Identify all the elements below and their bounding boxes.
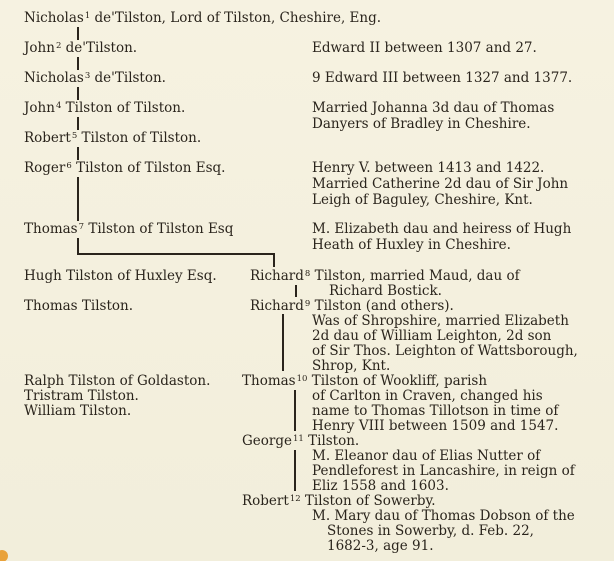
branch-line [77, 253, 273, 255]
gen-4: John$^4$ Tilston of Tilston. [24, 100, 186, 116]
corner-mark-icon [0, 550, 8, 561]
gen-10: Thomas$^{10}$ Tilston of Wookliff, parish [242, 373, 488, 389]
gen-12-note-2: Stones in Sowerby, d. Feb. 22, [327, 523, 534, 539]
connector-line [77, 177, 79, 221]
gen-12-note-3: 1682-3, age 91. [327, 538, 434, 554]
gen-11-note-2: Pendleforest in Lancashire, in reign of [312, 463, 575, 479]
gen-2-note: Edward II between 1307 and 27. [312, 40, 537, 56]
gen-6-note-1: Henry V. between 1413 and 1422. [312, 160, 545, 176]
gen-10-note-2: name to Thomas Tillotson in time of [312, 403, 559, 419]
child-tristram: Tristram Tilston. [24, 388, 139, 404]
connector-line [77, 238, 79, 254]
gen-7: Thomas$^7$ Tilston of Tilston Esq [24, 221, 234, 237]
gen-8: Richard$^8$ Tilston, married Maud, dau of [250, 268, 520, 284]
gen-9-note-3: of Sir Thos. Leighton of Wattsborough, [312, 343, 578, 359]
connector-line [295, 285, 297, 297]
connector-line [282, 314, 284, 371]
gen-9-note-4: Shrop, Knt. [312, 358, 391, 374]
child-thomas: Thomas Tilston. [24, 298, 134, 314]
gen-12-note-1: M. Mary dau of Thomas Dobson of the [312, 508, 575, 524]
connector-line [294, 390, 296, 431]
gen-11: George$^{11}$ Tilston. [242, 433, 360, 449]
gen-9: Richard$^9$ Tilston (and others). [250, 298, 454, 314]
gen-7-note-2: Heath of Huxley in Cheshire. [312, 237, 511, 253]
gen-4-note-1: Married Johanna 3d dau of Thomas [312, 100, 555, 116]
child-hugh: Hugh Tilston of Huxley Esq. [24, 268, 217, 284]
gen-10-note-3: Henry VIII between 1509 and 1547. [312, 418, 559, 434]
gen-12: Robert$^{12}$ Tilston of Sowerby. [242, 493, 436, 509]
connector-line [77, 117, 79, 130]
connector-line [77, 147, 79, 160]
gen-6-note-3: Leigh of Baguley, Cheshire, Knt. [312, 192, 533, 208]
gen-1: Nicholas$^1$ de'Tilston, Lord of Tilston, Cheshire, Eng. [24, 10, 382, 26]
gen-10-note-1: of Carlton in Craven, changed his [312, 388, 543, 404]
gen-3: Nicholas$^3$ de'Tilston. [24, 70, 166, 86]
connector-line [77, 27, 79, 40]
child-ralph: Ralph Tilston of Goldaston. [24, 373, 211, 389]
connector-line [77, 57, 79, 70]
connector-line [294, 450, 296, 491]
connector-line [273, 253, 275, 267]
gen-11-note-3: Eliz 1558 and 1603. [312, 478, 449, 494]
gen-3-note: 9 Edward III between 1327 and 1377. [312, 70, 573, 86]
gen-6: Roger$^6$ Tilston of Tilston Esq. [24, 160, 226, 176]
gen-7-note-1: M. Elizabeth dau and heiress of Hugh [312, 221, 572, 237]
gen-8-note: Richard Bostick. [329, 283, 442, 299]
child-william: William Tilston. [24, 403, 132, 419]
gen-4-note-2: Danyers of Bradley in Cheshire. [312, 116, 531, 132]
gen-5: Robert$^5$ Tilston of Tilston. [24, 130, 202, 146]
gen-9-note-2: 2d dau of William Leighton, 2d son [312, 328, 552, 344]
gen-11-note-1: M. Eleanor dau of Elias Nutter of [312, 448, 541, 464]
connector-line [77, 87, 79, 100]
gen-2: John$^2$ de'Tilston. [24, 40, 138, 56]
gen-6-note-2: Married Catherine 2d dau of Sir John [312, 176, 569, 192]
gen-9-note-1: Was of Shropshire, married Elizabeth [312, 313, 569, 329]
